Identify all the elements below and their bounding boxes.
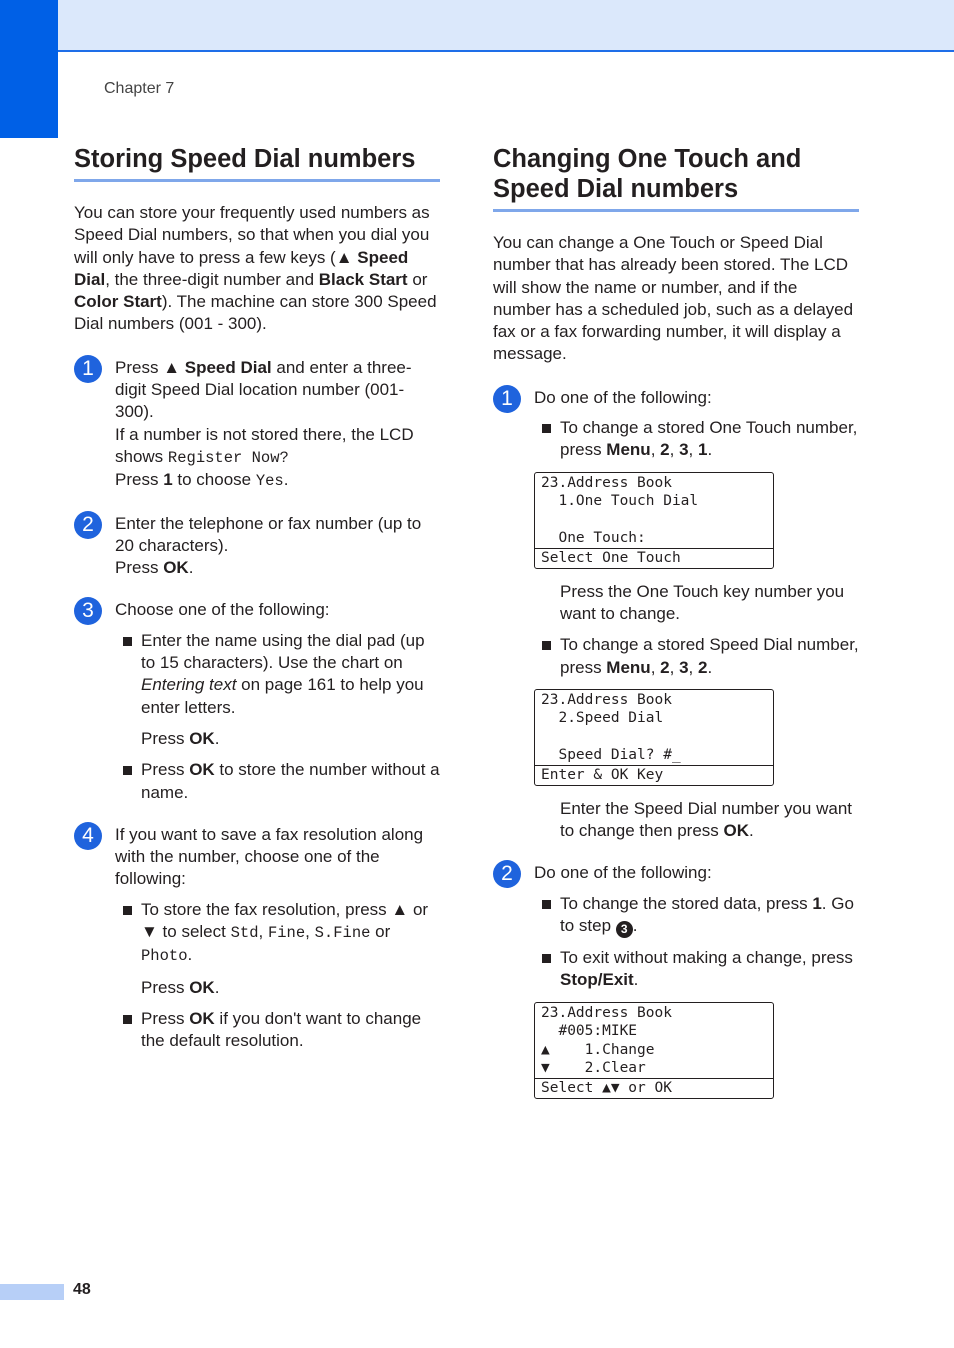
footer-band <box>0 1284 64 1300</box>
page-number: 48 <box>73 1281 91 1298</box>
lcd-line: 23.Address Book <box>541 474 672 491</box>
lcd-line: ▲ 1.Change <box>541 1041 655 1058</box>
lcd-line: 1.One Touch Dial <box>541 493 699 510</box>
lcd-line: 2.Speed Dial <box>541 710 664 727</box>
header-band <box>0 0 954 52</box>
lcd-line <box>541 728 767 747</box>
step-1 <box>74 355 440 493</box>
press-ok-text: Press OK. <box>141 728 220 748</box>
down-arrow-icon: ▼ <box>141 922 158 942</box>
right-column <box>493 144 859 1117</box>
press-ok-text: Press OK. <box>141 977 220 997</box>
intro-paragraph: You can change a One Touch or Speed Dial number that has already been stored. The LCD will show the name or number, and if the number has a scheduled job, such as a delayed fax or a fax forwarding number, it will display a message. <box>493 233 854 364</box>
step-text: Enter the telephone or fax number (up to 20 characters). Press OK. <box>115 513 422 578</box>
bullet-item: To change a stored Speed Dial number, press Menu, 2, 3, 2. <box>534 634 859 679</box>
step-4 <box>74 822 440 1053</box>
lcd-line: ▼ 2.Clear <box>541 1060 646 1077</box>
lcd-display <box>534 689 774 786</box>
step-2 <box>74 511 440 580</box>
step-number-badge: 3 <box>74 597 102 625</box>
lcd-line: 23.Address Book <box>541 1004 672 1021</box>
left-column <box>74 144 440 1071</box>
lcd-line: #005:MIKE <box>541 1023 638 1040</box>
lcd-line: One Touch: <box>541 530 646 547</box>
section-title-changing: Changing One Touch and Speed Dial numbers <box>493 144 859 212</box>
lcd-footer: Select One Touch <box>535 548 773 568</box>
lcd-line: 23.Address Book <box>541 691 672 708</box>
bullet-item: Press OK if you don't want to change the default resolution. <box>115 1008 440 1053</box>
bullet-list <box>534 417 859 842</box>
instruction-text: Press the One Touch key number you want to change. <box>560 581 845 623</box>
step-3 <box>74 597 440 803</box>
lcd-footer: Select ▲▼ or OK <box>535 1078 773 1098</box>
lcd-footer: Enter & OK Key <box>535 765 773 785</box>
chapter-label: Chapter 7 <box>104 80 175 97</box>
lcd-display <box>534 472 774 569</box>
step-number-badge: 2 <box>74 511 102 539</box>
lcd-display <box>534 1002 774 1099</box>
bullet-list <box>115 630 440 804</box>
bullet-item: To change the stored data, press 1. Go to step 3 . <box>534 893 859 938</box>
bullet-list <box>534 893 859 1099</box>
lcd-line: Speed Dial? #_ <box>541 747 681 764</box>
step-2 <box>493 860 859 1098</box>
step-text: Press ▲ Speed Dial and enter a three-digit Speed Dial location number (001-300). If a number is not stored there, the LCD shows Register Now? Press 1 to choose Yes. <box>115 357 414 491</box>
step-reference-badge: 3 <box>616 921 633 938</box>
bullet-item: To store the fax resolution, press ▲ or ▼ to select Std, Fine, S.Fine or Photo. <box>115 899 440 968</box>
up-arrow-icon: ▲ <box>391 899 409 919</box>
bullet-item: To exit without making a change, press Stop/Exit. <box>534 947 859 992</box>
chapter-tab <box>0 0 58 138</box>
step-number-badge: 1 <box>74 355 102 383</box>
lcd-line <box>541 511 767 530</box>
step-number-badge: 2 <box>493 860 521 888</box>
section-title-storing: Storing Speed Dial numbers <box>74 144 440 182</box>
step-text: If you want to save a fax resolution along with the number, choose one of the following: <box>115 824 424 889</box>
bullet-item: Enter the name using the dial pad (up to 15 characters). Use the chart on Entering text on page 161 to help you enter letters. <box>115 630 440 719</box>
step-1 <box>493 385 859 843</box>
step-text: Do one of the following: <box>534 863 712 883</box>
bullet-item: To change a stored One Touch number, press Menu, 2, 3, 1. <box>534 417 859 462</box>
instruction-text: Enter the Speed Dial number you want to change then press OK. <box>560 798 853 841</box>
step-number-badge: 4 <box>74 822 102 850</box>
step-text: Do one of the following: <box>534 387 712 407</box>
step-text: Choose one of the following: <box>115 600 330 620</box>
step-number-badge: 1 <box>493 385 521 413</box>
bullet-list <box>115 899 440 1053</box>
bullet-item: Press OK to store the number without a name. <box>115 759 440 804</box>
intro-paragraph: You can store your frequently used numbers as Speed Dial numbers, so that when you dial you will only have to press a few keys (▲ Speed Dial, the three-digit number and Black Start or Color Start). The machine can store 300 Speed Dial numbers (001 - 300). <box>74 203 437 334</box>
